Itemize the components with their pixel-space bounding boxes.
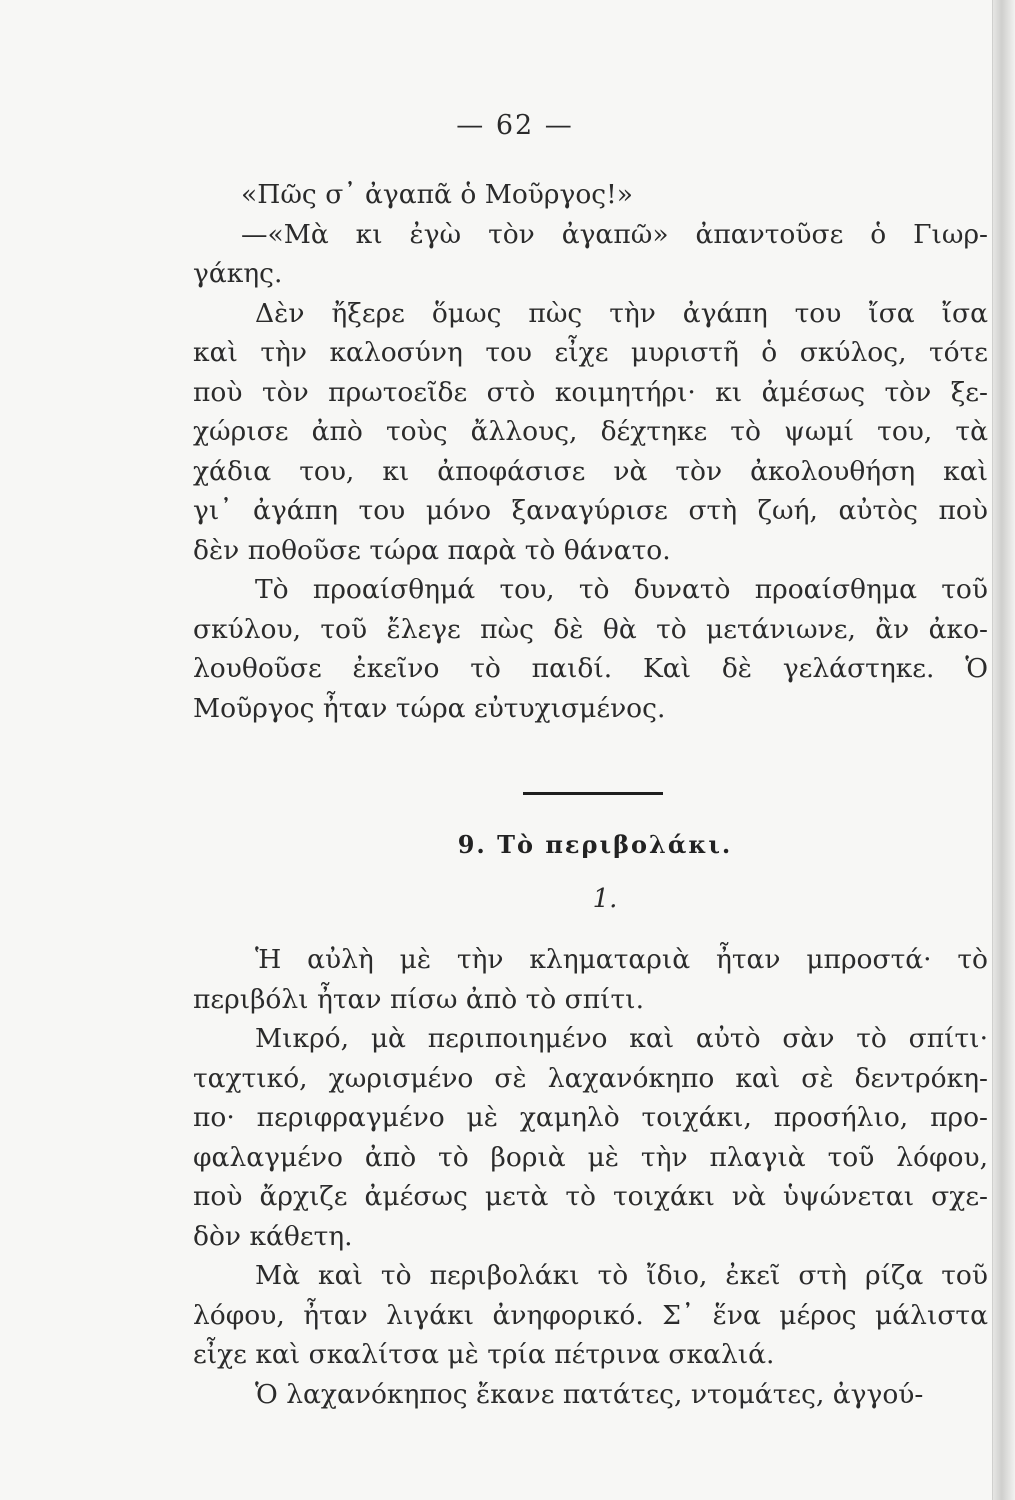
text-line: γι᾽ ἀγάπη του μόνο ξαναγύρισε στὴ ζωή, αὐτὸς ποὺ xyxy=(193,495,988,526)
text-line: εἶχε καὶ σκαλίτσα μὲ τρία πέτρινα σκαλιά. xyxy=(193,1339,775,1370)
paragraph xyxy=(193,294,988,571)
paragraph xyxy=(193,175,988,215)
text-line: «Πῶς σ᾽ ἀγαπᾶ ὁ Μοῦργος!» xyxy=(241,179,633,210)
page-number: — 62 — xyxy=(456,110,574,141)
page-edge xyxy=(992,0,1015,1500)
text-line: ταχτικό, χωρισμένο σὲ λαχανόκηπο καὶ σὲ δεντρόκη- xyxy=(193,1062,988,1094)
text-line: Μοῦργος ἦταν τώρα εὐτυχισμένος. xyxy=(193,692,666,724)
text-block-bottom xyxy=(193,940,988,1414)
text-line: δὲν ποθοῦσε τώρα παρὰ τὸ θάνατο. xyxy=(193,534,671,566)
text-line: λουθοῦσε ἐκεῖνο τὸ παιδί. Καὶ δὲ γελάστηκε. Ὁ xyxy=(193,653,988,684)
text-line: ποὺ τὸν πρωτοεῖδε στὸ κοιμητήρι· κι ἀμέσως τὸν ξε- xyxy=(193,376,988,408)
paragraph xyxy=(193,940,988,1019)
paragraph xyxy=(193,570,988,728)
text-line: Μὰ καὶ τὸ περιβολάκι τὸ ἴδιο, ἐκεῖ στὴ ρίζα τοῦ xyxy=(255,1260,988,1291)
text-line: ποὺ ἄρχιζε ἀμέσως μετὰ τὸ τοιχάκι νὰ ὑψώνεται σχε- xyxy=(193,1181,988,1212)
text-block-top xyxy=(193,175,988,728)
paragraph xyxy=(193,215,988,294)
text-line: δὸν κάθετη. xyxy=(193,1220,353,1252)
text-line: χώρισε ἀπὸ τοὺς ἄλλους, δέχτηκε τὸ ψωμί του, τὰ xyxy=(193,416,988,447)
text-line: σκύλου, τοῦ ἔλεγε πὼς δὲ θὰ τὸ μετάνιωνε, ἂν ἀκο- xyxy=(193,613,988,645)
text-line: καὶ τὴν καλοσύνη του εἶχε μυριστῆ ὁ σκύλος, τότε xyxy=(193,337,988,368)
text-line: Τὸ προαίσθημά του, τὸ δυνατὸ προαίσθημα τοῦ xyxy=(255,574,988,605)
paragraph xyxy=(193,1375,988,1415)
text-line: φαλαγμένο ἀπὸ τὸ βοριὰ μὲ τὴν πλαγιὰ τοῦ λόφου, xyxy=(193,1141,988,1173)
paragraph xyxy=(193,1256,988,1375)
section-title: 9. Τὸ περιβολάκι. xyxy=(457,830,733,859)
text-line: περιβόλι ἦταν πίσω ἀπὸ τὸ σπίτι. xyxy=(193,983,644,1015)
section-divider xyxy=(523,792,663,795)
text-line: λόφου, ἦταν λιγάκι ἀνηφορικό. Σ᾽ ἕνα μέρος μάλιστα xyxy=(193,1299,988,1331)
text-line: χάδια του, κι ἀποφάσισε νὰ τὸν ἀκολουθήση καὶ xyxy=(193,455,988,487)
text-line: Μικρό, μὰ περιποιημένο καὶ αὐτὸ σὰν τὸ σπίτι· xyxy=(255,1023,988,1054)
text-line: πο· περιφραγμένο μὲ χαμηλὸ τοιχάκι, προσήλιο, προ- xyxy=(193,1102,988,1133)
text-line: γάκης. xyxy=(193,258,283,289)
text-line: Ἡ αὐλὴ μὲ τὴν κληματαριὰ ἦταν μπροστά· τὸ xyxy=(255,944,988,975)
text-line: —«Μὰ κι ἐγὼ τὸν ἀγαπῶ» ἀπαντοῦσε ὁ Γιωρ- xyxy=(241,218,988,250)
text-line: Ὁ λαχανόκηπος ἔκανε πατάτες, ντομάτες, ἀγγού- xyxy=(255,1378,924,1410)
paragraph xyxy=(193,1019,988,1256)
section-number: 1. xyxy=(592,884,618,914)
text-line: Δὲν ἤξερε ὅμως πὼς τὴν ἀγάπη του ἴσα ἴσα xyxy=(255,297,988,329)
